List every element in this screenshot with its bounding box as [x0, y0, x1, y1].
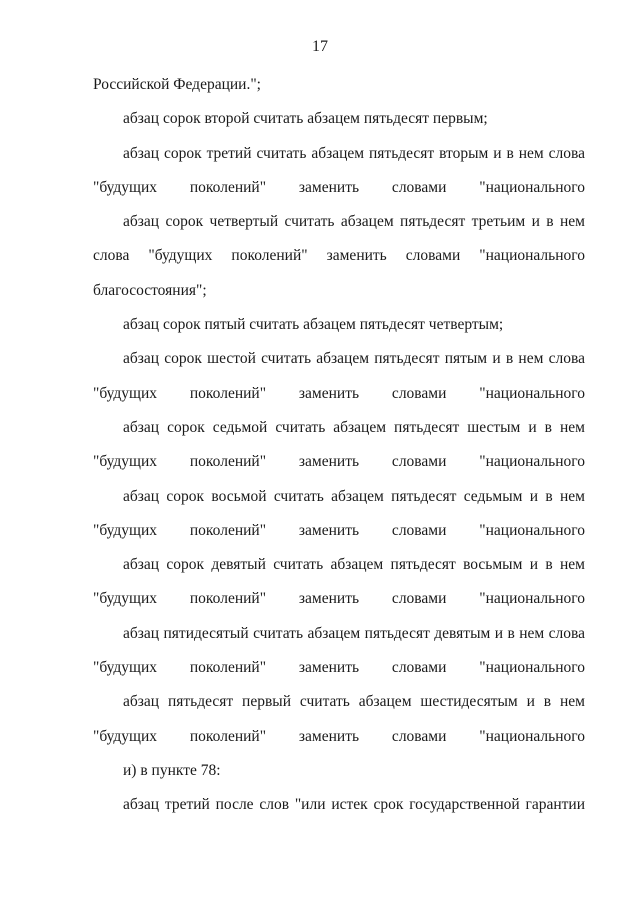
text-line: абзац сорок седьмой считать абзацем пятьдесят шестым и в нем [123, 418, 585, 436]
text-line: "будущих поколений" заменить словами "национального [93, 384, 585, 402]
document-body [93, 68, 585, 823]
page-number: 17 [312, 38, 328, 55]
text-line: абзац сорок девятый считать абзацем пятьдесят восьмым и в нем [123, 556, 585, 574]
text-line: абзац сорок шестой считать абзацем пятьдесят пятым и в нем слова [123, 350, 585, 368]
text-line: абзац сорок пятый считать абзацем пятьдесят четвертым; [123, 316, 504, 334]
text-line: абзац пятидесятый считать абзацем пятьдесят девятым и в нем слова [123, 624, 585, 642]
text-line: абзац сорок третий считать абзацем пятьдесят вторым и в нем слова [123, 144, 585, 162]
text-line: "будущих поколений" заменить словами "национального [93, 727, 585, 745]
text-line: слова "будущих поколений" заменить словами "национального [93, 247, 585, 265]
text-line: абзац сорок восьмой считать абзацем пятьдесят седьмым и в нем [123, 487, 585, 505]
text-line: "будущих поколений" заменить словами "национального [93, 521, 585, 539]
text-line: благосостояния"; [93, 281, 207, 299]
text-line: абзац пятьдесят первый считать абзацем шестидесятым и в нем [123, 693, 585, 711]
text-line: "будущих поколений" заменить словами "национального [93, 659, 585, 677]
text-line: Российской Федерации."; [93, 76, 261, 93]
text-line: "будущих поколений" заменить словами "национального [93, 453, 585, 471]
text-line: абзац третий после слов "или истек срок государственной гарантии [123, 796, 585, 814]
text-line: "будущих поколений" заменить словами "национального [93, 590, 585, 608]
text-line: "будущих поколений" заменить словами "национального [93, 178, 585, 196]
text-line: и) в пункте 78: [123, 761, 221, 779]
text-line: абзац сорок второй считать абзацем пятьдесят первым; [123, 110, 488, 128]
text-line: абзац сорок четвертый считать абзацем пятьдесят третьим и в нем [123, 213, 585, 231]
